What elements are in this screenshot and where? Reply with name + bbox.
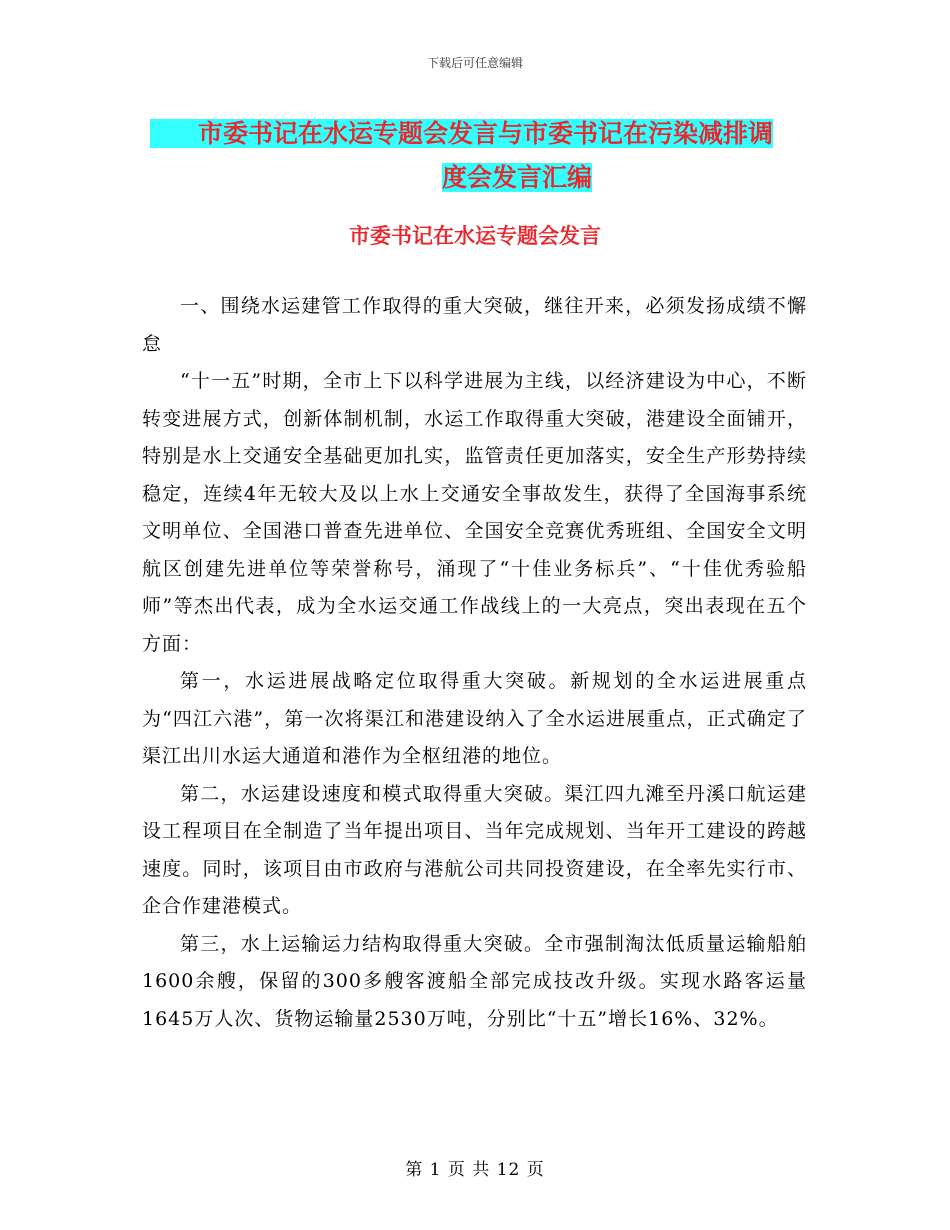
document-title-line-1: 市委书记在水运专题会发言与市委书记在污染减排调 [150,119,773,148]
paragraph: 第二，水运建设速度和模式取得重大突破。渠江四九滩至丹溪口航运建设工程项目在全制造了当年提出项目、当年完成规划、当年开工建设的跨越速度。同时，该项目由市政府与港航公司共同投资建设，在全率先实行市、企合作建港模式。 [142,782,807,917]
document-title [150,112,830,200]
page-number: 第 1 页 共 12 页 [405,1160,545,1180]
paragraph: “十一五”时期，全市上下以科学进展为主线，以经济建设为中心，不断转变进展方式，创新体制机制，水运工作取得重大突破，港建设全面铺开，特别是水上交通安全基础更加扎实，监管责任更加落实，安全生产形势持续稳定，连续4年无较大及以上水上交通安全事故发生，获得了全国海事系统文明单位、全国港口普查先进单位、全国安全竞赛优秀班组、全国安全文明航区创建先进单位等荣誉称号，涌现了“十佳业务标兵”、“十佳优秀验船师”等杰出代表，成为全水运交通工作战线上的一大亮点，突出表现在五个方面： [142,370,807,655]
header-note: 下载后可任意编辑 [426,56,523,70]
section-title: 市委书记在水运专题会发言 [349,223,601,248]
paragraph: 第一，水运进展战略定位取得重大突破。新规划的全水运进展重点为“四江六港”，第一次将渠江和港建设纳入了全水运进展重点，正式确定了渠江出川水运大通道和港作为全枢纽港的地位。 [142,670,807,767]
document-body [142,288,807,1038]
document-title-line-2: 度会发言汇编 [441,163,592,192]
paragraph: 第三，水上运输运力结构取得重大突破。全市强制淘汰低质量运输船舶1600余艘，保留的300多艘客渡船全部完成技改升级。实现水路客运量1645万人次、货物运输量2530万吨，分别比“十五”增长16%、32%。 [142,932,807,1030]
paragraph: 一、围绕水运建管工作取得的重大突破，继往开来，必须发扬成绩不懈怠 [142,295,807,355]
